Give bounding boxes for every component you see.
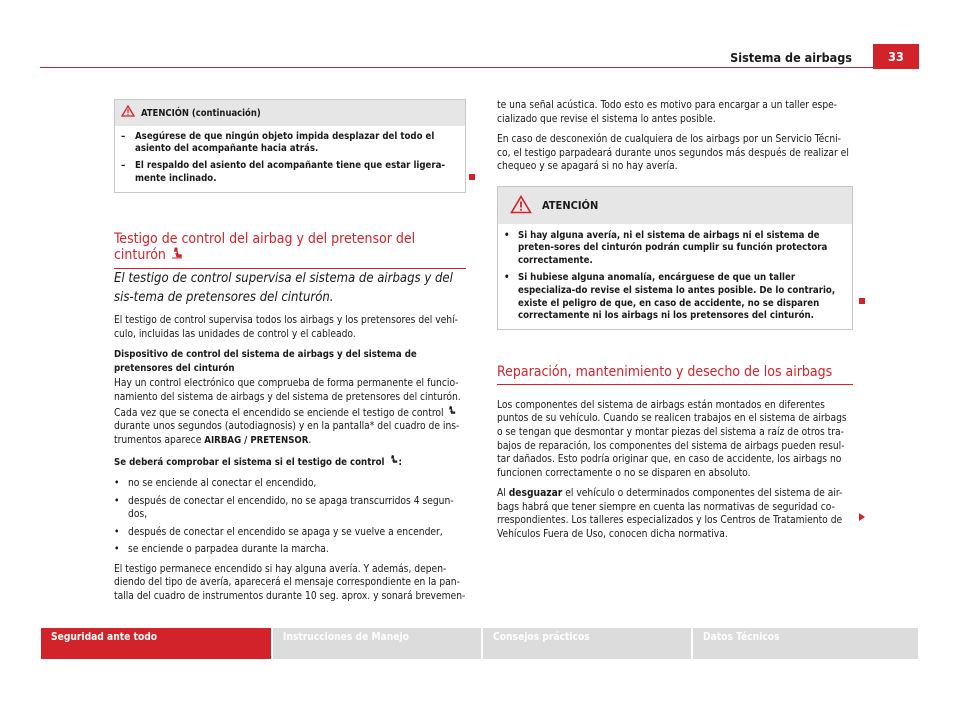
warning-item: • Si hubiese alguna anomalía, encárguese de que un taller especializa-do revise el sistema lo antes posible. De lo contrario, existe el peligro de que, en caso de accidente, no se disparen correctamente ni los airbags ni los pretensores del cinturón.: [504, 271, 836, 322]
warning-item: • Si hay alguna avería, ni el sistema de airbags ni el sistema de preten-sores del cinturón podrán cumplir su función protectora correctamente.: [504, 229, 828, 267]
footer-tab-datos[interactable]: Datos Técnicos: [693, 628, 918, 659]
footer-tab-instrucciones[interactable]: Instrucciones de Manejo: [273, 628, 481, 659]
airbag-seat-icon: [170, 246, 184, 264]
sub-heading: Dispositivo de control del sistema de airbags y del sistema de pretensores del cinturón: [114, 349, 417, 374]
left-column: [114, 99, 466, 611]
sub-heading: Se deberá comprobar el sistema si el testigo de control :: [114, 454, 466, 470]
warning-box-title: ATENCIÓN (continuación): [141, 107, 261, 119]
section-title-repair: Reparación, mantenimiento y desecho de los airbags: [497, 366, 853, 385]
continue-arrow-icon: [858, 507, 866, 526]
list-item: • se enciende o parpadea durante la marcha.: [114, 544, 329, 556]
page-header-title: Sistema de airbags: [730, 50, 852, 65]
section-lead: El testigo de control supervisa el sistema de airbags y del sis-tema de pretensores del cinturón.: [114, 270, 453, 305]
header-rule: [40, 67, 873, 68]
paragraph: Los componentes del sistema de airbags están montados en diferentes puntos de su vehículo. Cuando se realicen trabajos en el sistema de airbags o se tengan que desmontar y montar piezas del sistema a raíz de otros tra-bajos de reparación, los componentes del sistema de airbags pueden resul-tar dañados. Esto podría originar que, en caso de accidente, los airbags no funcionen correctamente o no se disparen en absoluto.: [497, 399, 847, 479]
section-end-square: [469, 174, 475, 180]
warning-box-body: [115, 126, 465, 192]
section-title-airbag-lamp: Testigo de control del airbag y del pretensor del cinturón: [114, 233, 466, 269]
warning-box-header: [115, 100, 465, 126]
warning-box-body: [498, 224, 852, 330]
right-column: [497, 99, 853, 549]
list-item: • después de conectar el encendido se apaga y se vuelve a encender,: [114, 526, 443, 538]
warning-box-continued: [114, 99, 466, 193]
paragraph: Hay un control electrónico que comprueba de forma permanente el funcio-namiento del sistema de airbags y del sistema de pretensores del cinturón. Cada vez que se conecta el encendido se enciende el testigo de control durante unos segundos (autodiagnosis) y en la pantalla* del cuadro de ins-trumentos aparece AIRBAG / PRETENSOR.: [114, 378, 461, 446]
list-item: • después de conectar el encendido, no se apaga transcurridos 4 segun-dos,: [114, 495, 454, 521]
paragraph: Al desguazar el vehículo o determinados componentes del sistema de air-bags habrá que tener siempre en cuenta las normativas de seguridad co-rrespondientes. Los talleres especializados y los Centros de Tratamiento de Vehículos Fuera de Uso, conocen dicha normativa.: [497, 488, 843, 541]
paragraph: En caso de desconexión de cualquiera de los airbags por un Servicio Técni-co, el testigo parpadeará durante unos segundos más después de realizar el chequeo y se apagará si no hay avería.: [497, 134, 849, 173]
paragraph: te una señal acústica. Todo esto es motivo para encargar a un taller espe-cializado que revise el sistema lo antes posible.: [497, 100, 838, 125]
airbag-seat-icon: [388, 454, 399, 470]
paragraph: El testigo permanece encendido si hay alguna avería. Y además, depen-diendo del tipo de avería, aparecerá el mensaje correspondiente en la pan-talla del cuadro de instrumentos durante 10 seg. aprox. y sonará brevemen-: [114, 563, 466, 603]
footer-tab-seguridad[interactable]: Seguridad ante todo: [41, 628, 271, 659]
paragraph: El testigo de control supervisa todos los airbags y los pretensores del vehí-culo, incluidas las unidades de control y el cableado.: [114, 314, 458, 340]
warning-box: [497, 186, 853, 330]
section-end-square: [859, 298, 865, 304]
warning-item: – Asegúrese de que ningún objeto impida desplazar del todo el asiento del acompañante hacia atrás.: [121, 130, 435, 155]
page-number: 33: [873, 44, 919, 69]
airbag-seat-icon: [446, 405, 457, 421]
warning-box-header: [498, 187, 852, 224]
warning-triangle-icon: [510, 195, 532, 218]
footer-tab-consejos[interactable]: Consejos prácticos: [483, 628, 691, 659]
warning-item: – El respaldo del asiento del acompañante tiene que estar ligera-mente inclinado.: [121, 160, 446, 184]
warning-box-title: ATENCIÓN: [542, 199, 599, 213]
warning-triangle-icon: [121, 105, 135, 122]
list-item: • no se enciende al conectar el encendido,: [114, 477, 317, 489]
